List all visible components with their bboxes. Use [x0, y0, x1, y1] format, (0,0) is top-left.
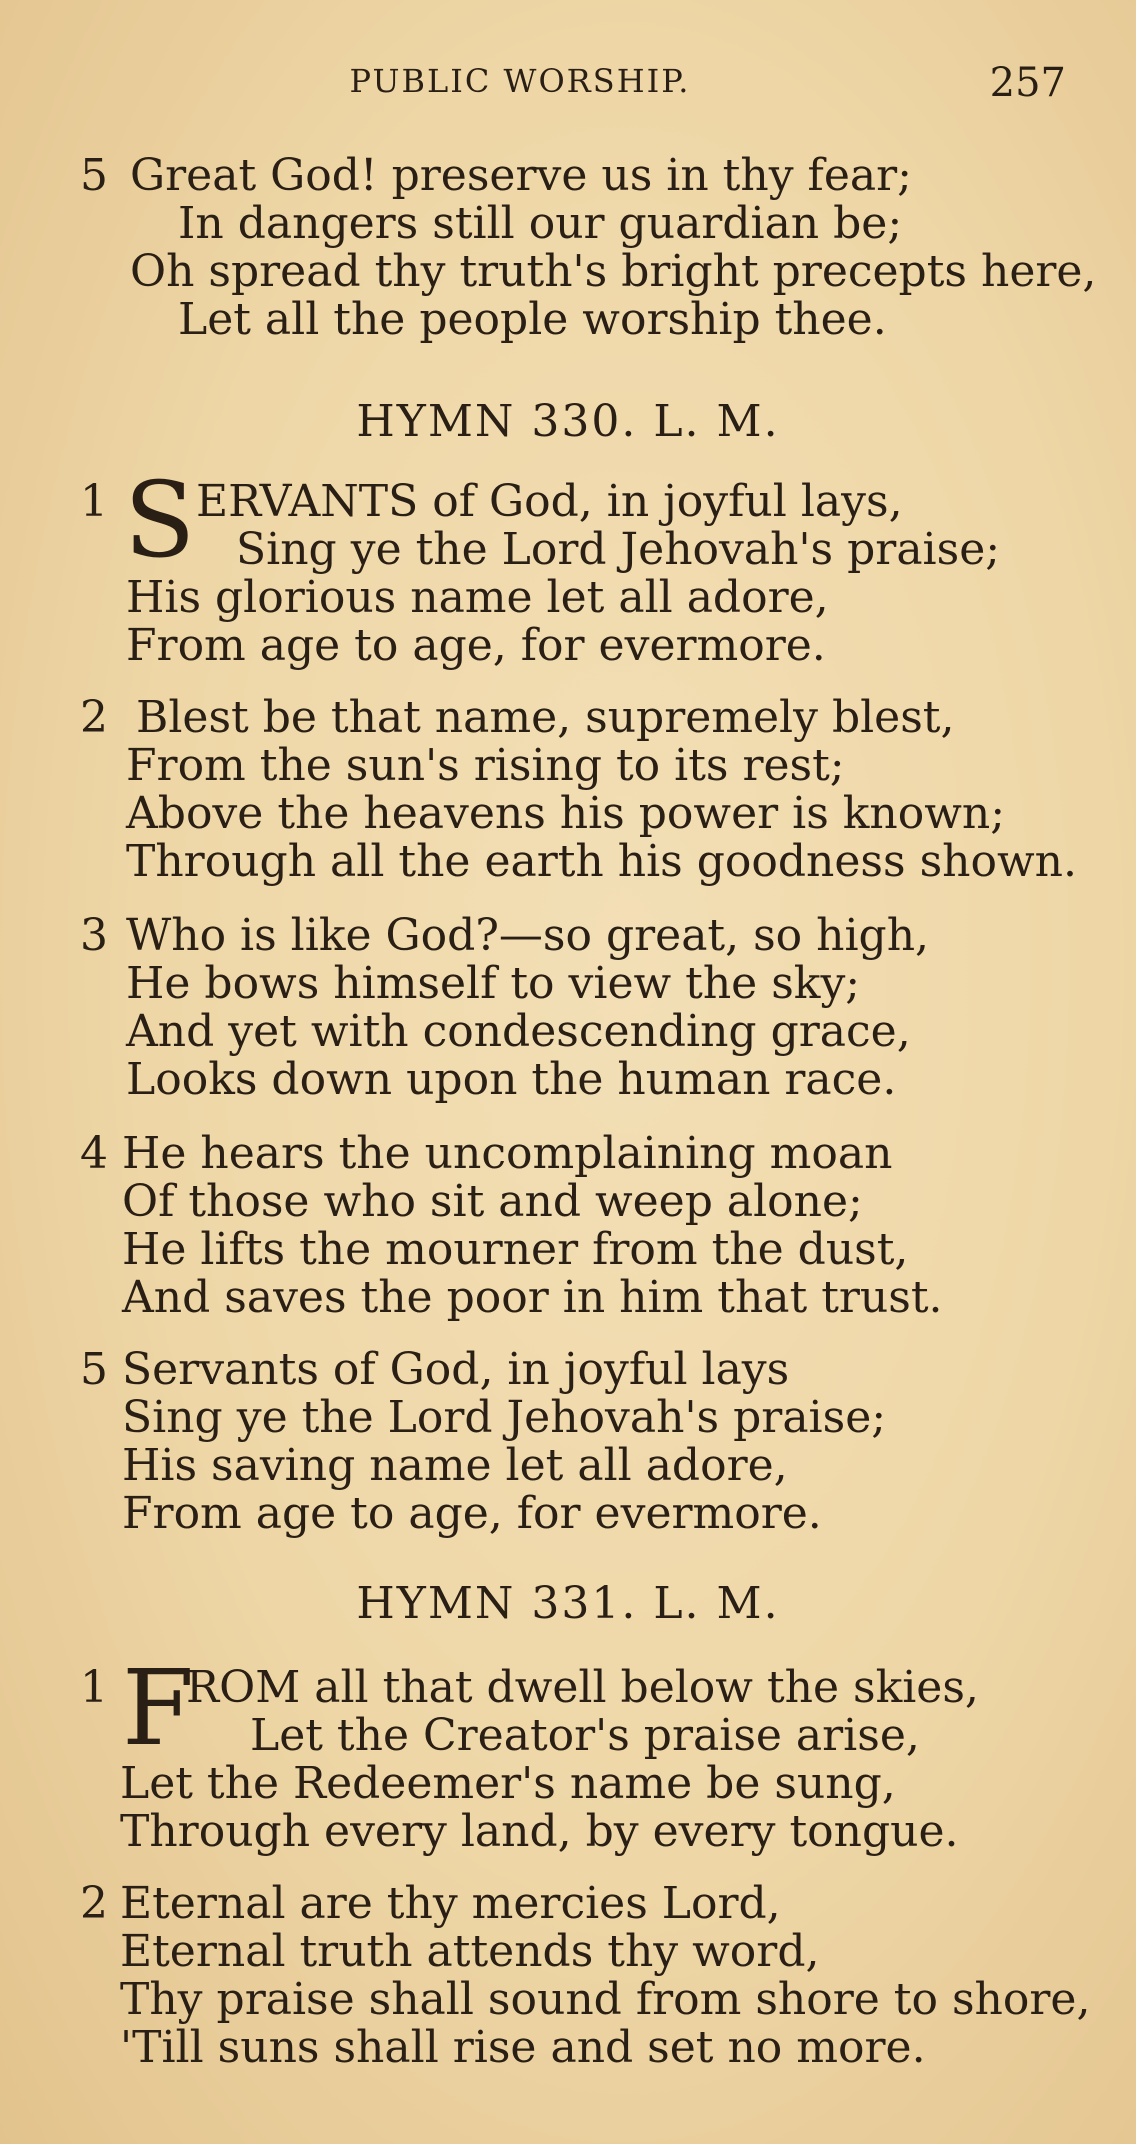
- hymn-title: HYMN 331. L. M.: [356, 1578, 780, 1629]
- verse-line: ROM all that dwell below the skies,: [186, 1662, 979, 1713]
- stanza: [0, 694, 1136, 886]
- stanza: [0, 459, 1136, 671]
- hymn-title: HYMN 330. L. M.: [356, 396, 780, 447]
- stanza-number: 2: [80, 692, 108, 743]
- verse-line: And saves the poor in him that trust.: [122, 1272, 943, 1323]
- verse-line: 'Till suns shall rise and set no more.: [120, 2022, 926, 2073]
- stanza: [0, 1647, 1136, 1857]
- verse-line: Let the Redeemer's name be sung,: [120, 1758, 896, 1809]
- verse-line: In dangers still our guardian be;: [178, 198, 903, 249]
- verse-line: From age to age, for evermore.: [126, 620, 826, 671]
- verse-line: Who is like God?—so great, so high,: [126, 910, 930, 961]
- verse-line: Above the heavens his power is known;: [126, 788, 1006, 839]
- verse-line: His saving name let all adore,: [122, 1440, 788, 1491]
- stanza-number: 1: [80, 476, 108, 527]
- verse-line: ERVANTS of God, in joyful lays,: [196, 476, 903, 527]
- verse-line: Eternal are thy mercies Lord,: [120, 1878, 781, 1929]
- verse-line: Oh spread thy truth's bright precepts here,: [130, 246, 1097, 297]
- verse-line: Through all the earth his goodness shown.: [126, 836, 1077, 887]
- stanza: [0, 1880, 1136, 2072]
- verse-line: He bows himself to view the sky;: [126, 958, 861, 1009]
- verse-line: Of those who sit and weep alone;: [122, 1176, 863, 1227]
- verse-line: Great God! preserve us in thy fear;: [130, 150, 912, 201]
- verse-line: Servants of God, in joyful lays: [122, 1344, 790, 1395]
- verse-line: His glorious name let all adore,: [126, 572, 829, 623]
- page-number: 257: [989, 60, 1066, 106]
- verse-line: From the sun's rising to its rest;: [126, 740, 845, 791]
- verse-line: Sing ye the Lord Jehovah's praise;: [122, 1392, 887, 1443]
- stanza: [0, 152, 1136, 344]
- verse-line: Let the Creator's praise arise,: [250, 1710, 920, 1761]
- verse-line: Thy praise shall sound from shore to shore,: [120, 1974, 1091, 2025]
- verse-line: Looks down upon the human race.: [126, 1054, 897, 1105]
- stanza: [0, 1346, 1136, 1538]
- stanza: [0, 912, 1136, 1104]
- stanza-number: 2: [80, 1878, 108, 1929]
- verse-line: And yet with condescending grace,: [126, 1006, 911, 1057]
- stanza-number: 5: [80, 150, 108, 201]
- drop-cap: S: [124, 459, 196, 581]
- stanza-number: 4: [80, 1128, 108, 1179]
- verse-line: Sing ye the Lord Jehovah's praise;: [236, 524, 1001, 575]
- verse-line: From age to age, for evermore.: [122, 1488, 822, 1539]
- verse-line: Let all the people worship thee.: [178, 294, 887, 345]
- verse-line: He hears the uncomplaining moan: [122, 1128, 893, 1179]
- verse-line: He lifts the mourner from the dust,: [122, 1224, 909, 1275]
- verse-line: Through every land, by every tongue.: [120, 1806, 959, 1857]
- drop-cap: F: [122, 1647, 195, 1769]
- running-head: PUBLIC WORSHIP.: [349, 62, 691, 100]
- stanza-number: 1: [80, 1662, 108, 1713]
- stanza-number: 5: [80, 1344, 108, 1395]
- verse-line: Eternal truth attends thy word,: [120, 1926, 820, 1977]
- verse-line: Blest be that name, supremely blest,: [136, 692, 955, 743]
- stanza-number: 3: [80, 910, 108, 961]
- stanza: [0, 1130, 1136, 1322]
